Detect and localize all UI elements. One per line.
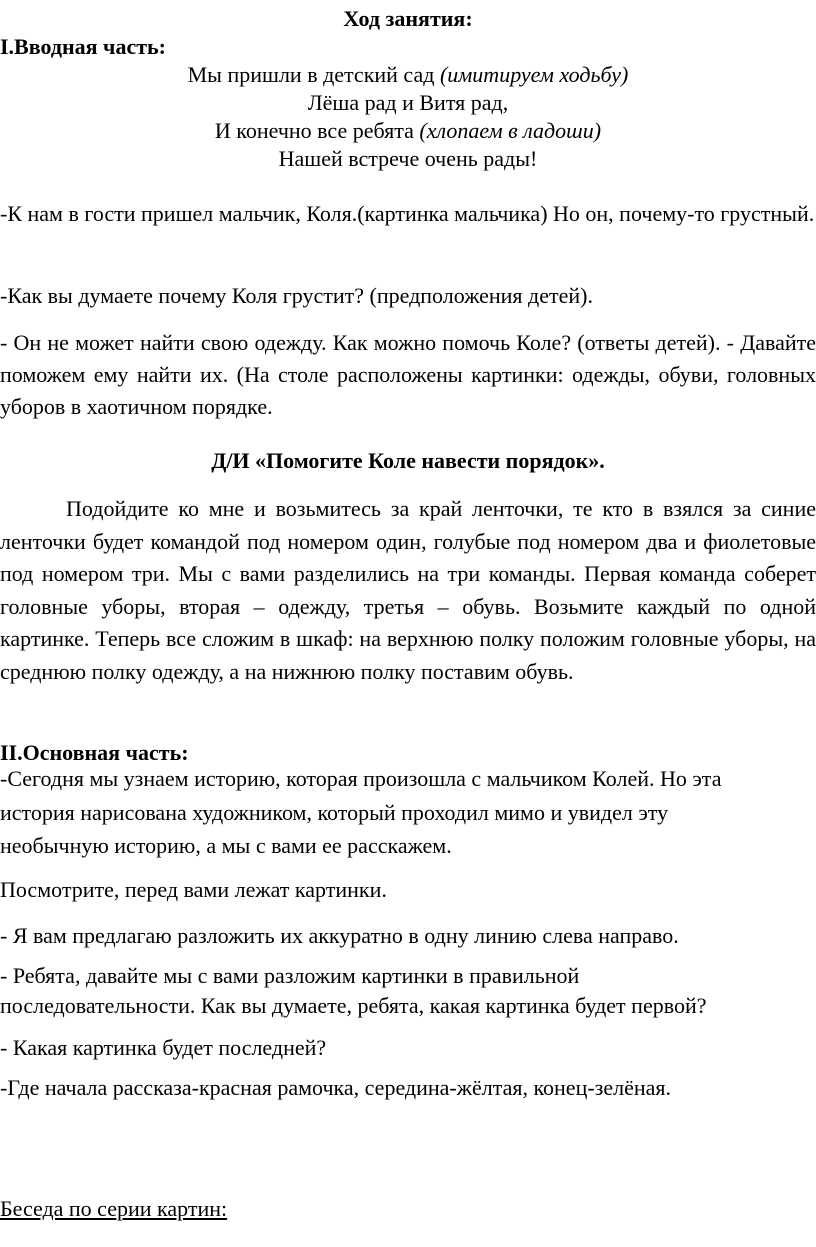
paragraph-help: - Он не может найти свою одежду. Как можно помочь Коле? (ответы детей). - Давайте поможем ему найти их. (На столе расположены картинки: одежды, обуви, головных уборов в хаотичном порядке.: [0, 330, 816, 419]
paragraph-frames: -Где начала рассказа-красная рамочка, середина-жёлтая, конец-зелёная.: [0, 1075, 672, 1100]
paragraph-question: -Как вы думаете почему Коля грустит? (предположения детей).: [0, 283, 593, 308]
paragraph-game-instructions: Подойдите ко мне и возьмитесь за край ленточки, те кто в взялся за синие ленточки будет командой под номером один, голубые под номером два и фиолетовые под номером три. Мы с вами разделились на три команды. Первая команда соберет головные уборы, вторая – одежду, третья – обувь. Возьмите каждый по одной картинке. Теперь все сложим в шкаф: на верхнюю полку положим головные уборы, на среднюю полку одежду, а на нижнюю полку поставим обувь.: [0, 496, 816, 684]
poem-line-1-text: Мы пришли в детский сад: [187, 62, 440, 87]
poem-line-1-note: (имитируем ходьбу): [439, 62, 629, 87]
poem-line-4-text: Нашей встрече очень рады!: [278, 146, 538, 171]
poem-line-4: [0, 143, 816, 175]
paragraph-story-line-2: история нарисована художником, который проходил мимо и увидел эту: [0, 800, 669, 825]
paragraph-arrange: - Я вам предлагаю разложить их аккуратно в одну линию слева направо.: [0, 923, 679, 948]
page-title: Ход занятия:: [343, 6, 473, 31]
section1-heading: I.Вводная часть:: [0, 34, 166, 59]
paragraph-story-line-1: -Сегодня мы узнаем историю, которая произошла с мальчиком Колей. Но эта: [0, 766, 722, 791]
paragraph-order-line-1: - Ребята, давайте мы с вами разложим картинки в правильной: [0, 963, 580, 988]
paragraph-last: - Какая картинка будет последней?: [0, 1035, 327, 1060]
footer-heading: Беседа по серии картин:: [0, 1196, 228, 1221]
paragraph-order-line-2: последовательности. Как вы думаете, ребята, какая картинка будет первой?: [0, 993, 707, 1018]
game-title: Д/И «Помогите Коле навести порядок».: [211, 448, 605, 473]
paragraph-guest: -К нам в гости пришел мальчик, Коля.(картинка мальчика) Но он, почему-то грустный.: [0, 201, 815, 226]
paragraph-look: Посмотрите, перед вами лежат картинки.: [0, 877, 387, 902]
poem-line-3-text: И конечно все ребята: [214, 118, 420, 143]
section2-heading: II.Основная часть:: [0, 740, 189, 765]
poem-line-2-text: Лёша рад и Витя рад,: [307, 90, 509, 115]
poem-line-3-note: (хлопаем в ладоши): [419, 118, 602, 143]
paragraph-story-line-3: необычную историю, а мы с вами ее расскажем.: [0, 833, 452, 858]
